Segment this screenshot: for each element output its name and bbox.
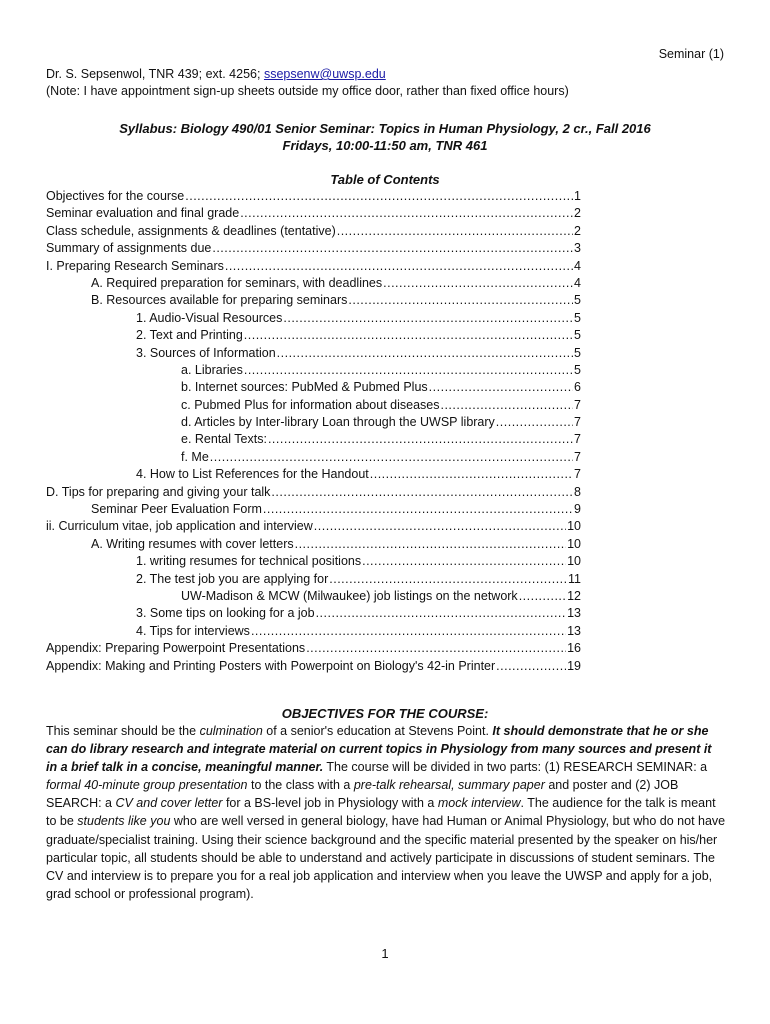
toc-entry[interactable] <box>46 571 581 588</box>
toc-entry[interactable] <box>46 501 581 518</box>
toc-entry-label: c. Pubmed Plus for information about diseases <box>181 397 440 412</box>
toc-dot-leader <box>263 501 573 518</box>
contact-line-1 <box>46 66 569 83</box>
syllabus-title <box>0 120 770 154</box>
toc-entry[interactable] <box>46 431 581 448</box>
instructor-contact <box>46 66 569 100</box>
toc-entry-label: 4. How to List References for the Handout <box>136 467 369 482</box>
toc-entry-page: 13 <box>567 606 581 621</box>
toc-entry[interactable] <box>46 240 581 257</box>
toc-dot-leader <box>316 605 567 622</box>
toc-dot-leader <box>337 223 573 240</box>
toc-entry-label: e. Rental Texts: <box>181 432 267 447</box>
course-schedule: Fridays, 10:00-11:50 am, TNR 461 <box>282 138 488 153</box>
toc-entry-label: Appendix: Making and Printing Posters with Powerpoint on Biology's 42-in Printer <box>46 658 496 673</box>
toc-entry[interactable] <box>46 605 581 622</box>
toc-entry-page: 11 <box>568 571 581 586</box>
toc-entry[interactable] <box>46 640 581 657</box>
contact-note: (Note: I have appointment sign-up sheets outside my office door, rather than fixed office hours) <box>46 84 569 98</box>
toc-entry-page: 8 <box>574 484 581 499</box>
objectives-paragraph <box>46 722 726 903</box>
toc-entry-label: A. Writing resumes with cover letters <box>91 536 294 551</box>
toc-dot-leader <box>329 571 567 588</box>
toc-entry-label: f. Me <box>181 449 209 464</box>
toc-entry-label: b. Internet sources: PubMed & Pubmed Plus <box>181 380 428 395</box>
toc-dot-leader <box>519 588 566 605</box>
toc-entry[interactable] <box>46 397 581 414</box>
toc-entry[interactable] <box>46 588 581 605</box>
toc-entry[interactable] <box>46 553 581 570</box>
toc-dot-leader <box>440 397 573 414</box>
toc-dot-leader <box>251 623 566 640</box>
toc-dot-leader <box>225 258 573 275</box>
toc-entry-page: 5 <box>574 293 581 308</box>
toc-dot-leader <box>185 188 573 205</box>
toc-entry[interactable] <box>46 658 581 675</box>
toc-entry-page: 5 <box>574 328 581 343</box>
toc-entry-page: 12 <box>567 588 581 603</box>
toc-entry-page: 19 <box>567 658 581 673</box>
toc-entry-label: 1. Audio-Visual Resources <box>136 310 283 325</box>
toc-entry-page: 10 <box>567 554 581 569</box>
toc-entry-page: 7 <box>574 432 581 447</box>
objectives-text-segment: students like you <box>77 814 171 829</box>
toc-entry-page: 2 <box>574 206 581 221</box>
toc-entry-label: 3. Sources of Information <box>136 345 276 360</box>
email-link[interactable]: ssepsenw@uwsp.edu <box>263 67 386 81</box>
toc-entry[interactable] <box>46 310 581 327</box>
toc-dot-leader <box>244 362 573 379</box>
toc-entry-label: Class schedule, assignments & deadlines (tentative) <box>46 223 336 238</box>
toc-dot-leader <box>277 345 573 362</box>
toc-entry-page: 1 <box>574 189 581 203</box>
toc-dot-leader <box>348 292 573 309</box>
toc-entry-label: d. Articles by Inter-library Loan through the UWSP library <box>181 415 495 430</box>
running-header: Seminar (1) <box>658 47 724 61</box>
toc-entry-label: A. Required preparation for seminars, with deadlines <box>91 275 383 290</box>
toc-dot-leader <box>383 275 573 292</box>
toc-dot-leader <box>496 414 573 431</box>
toc-dot-leader <box>429 379 573 396</box>
toc-entry-label: ii. Curriculum vitae, job application and interview <box>46 519 313 534</box>
toc-entry-label: Seminar evaluation and final grade <box>46 206 240 221</box>
toc-entry-page: 7 <box>574 449 581 464</box>
toc-entry-label: 2. Text and Printing <box>136 328 243 343</box>
course-title: Syllabus: Biology 490/01 Senior Seminar: Topics in Human Physiology, 2 cr., Fall 2016 <box>119 121 651 136</box>
toc-entry-label: Seminar Peer Evaluation Form <box>91 502 262 517</box>
toc-entry-page: 5 <box>574 310 581 325</box>
toc-entry-page: 10 <box>567 536 581 551</box>
objectives-heading: OBJECTIVES FOR THE COURSE: <box>281 706 489 721</box>
toc-dot-leader <box>306 640 566 657</box>
toc-dot-leader <box>283 310 573 327</box>
toc-dot-leader <box>370 466 573 483</box>
objectives-text-segment: for a BS-level job in Physiology with a <box>222 796 438 811</box>
toc-entry[interactable] <box>46 449 581 466</box>
toc-entry-label: 1. writing resumes for technical positions <box>136 554 362 569</box>
toc-entry-page: 4 <box>574 258 581 273</box>
toc-entry[interactable] <box>46 484 581 501</box>
toc-entry-page: 4 <box>574 275 581 290</box>
objectives-text-segment: . The audience for the talk is meant to be <box>46 796 716 829</box>
contact-info: Dr. S. Sepsenwol, TNR 439; ext. 4256; <box>46 67 264 81</box>
objectives-text-segment: mock interview <box>437 796 521 811</box>
toc-entry[interactable] <box>46 345 581 362</box>
objectives-text-segment: CV and cover letter <box>115 796 223 811</box>
toc-entry-page: 10 <box>567 519 581 534</box>
toc-entry-label: D. Tips for preparing and giving your talk <box>46 484 271 499</box>
objectives-text-segment: and poster and (2) JOB SEARCH: a <box>46 778 679 811</box>
toc-entry-page: 13 <box>567 623 581 638</box>
toc-dot-leader <box>496 658 566 675</box>
objectives-text-segment: who are well versed in general biology, have had Human or Animal Physiology, but who do not have graduate/specialist training. Using their science background and the specific material presented by the speaker on his/her particular topic, all students should be able to understand and actively participate in discussions of student seminars. The CV and interview is to prepare you for a real job application and interview when you leave the UWSP and apply for a job, grad school or professional program). <box>46 814 726 901</box>
toc-dot-leader <box>240 205 573 222</box>
objectives-text-segment: It should demonstrate that he or she can do library research and integrate material on current topics in Physiology from many sources and present it in a brief talk in a concise, meaningful manner. <box>46 724 712 775</box>
objectives-text-segment: culmination <box>199 724 263 738</box>
toc-entry[interactable] <box>46 188 581 205</box>
objectives-text-segment: of a senior's education at Stevens Point. <box>262 724 493 738</box>
toc-entry[interactable] <box>46 414 581 431</box>
toc-entry[interactable] <box>46 275 581 292</box>
toc-entry[interactable] <box>46 205 581 222</box>
toc-entry-label: Summary of assignments due <box>46 241 212 256</box>
toc-dot-leader <box>268 431 573 448</box>
toc-entry-page: 16 <box>567 641 581 656</box>
toc-entry-label: Appendix: Preparing Powerpoint Presentations <box>46 641 306 656</box>
toc-entry[interactable] <box>46 258 581 275</box>
toc-dot-leader <box>244 327 573 344</box>
toc-entry[interactable] <box>46 466 581 483</box>
objectives-text-segment: This seminar should be the <box>46 724 200 738</box>
objectives-text-segment: to the class with a <box>247 778 354 793</box>
toc-entry-label: 4. Tips for interviews <box>136 623 250 638</box>
objectives-text-segment: pre-talk rehearsal, summary paper <box>353 778 545 793</box>
toc-entry[interactable] <box>46 518 581 535</box>
page-number: 1 <box>381 946 389 961</box>
toc-dot-leader <box>362 553 566 570</box>
toc-entry-page: 9 <box>574 502 581 517</box>
toc-entry[interactable] <box>46 223 581 240</box>
toc-entry[interactable] <box>46 327 581 344</box>
toc-entry-label: 3. Some tips on looking for a job <box>136 606 315 621</box>
toc-entry[interactable] <box>46 292 581 309</box>
toc-heading: Table of Contents <box>330 172 440 187</box>
table-of-contents <box>46 188 581 675</box>
toc-entry-label: UW-Madison & MCW (Milwaukee) job listings on the network <box>181 588 518 603</box>
toc-entry-label: a. Libraries <box>181 362 243 377</box>
toc-entry-label: Objectives for the course <box>46 189 185 203</box>
toc-entry-label: I. Preparing Research Seminars <box>46 258 224 273</box>
toc-entry[interactable] <box>46 536 581 553</box>
toc-entry-page: 6 <box>574 380 581 395</box>
toc-entry[interactable] <box>46 379 581 396</box>
toc-entry-page: 5 <box>574 362 581 377</box>
toc-entry-page: 7 <box>574 467 581 482</box>
toc-dot-leader <box>212 240 573 257</box>
toc-entry-page: 7 <box>574 415 581 430</box>
objectives-text-segment: The course will be divided in two parts: (1) RESEARCH SEMINAR: a <box>323 760 708 775</box>
toc-entry[interactable] <box>46 623 581 640</box>
toc-entry-label: B. Resources available for preparing seminars <box>91 293 348 308</box>
toc-entry-page: 7 <box>574 397 581 412</box>
toc-entry[interactable] <box>46 362 581 379</box>
toc-entry-page: 2 <box>574 223 581 238</box>
toc-entry-page: 3 <box>574 241 581 256</box>
toc-entry-label: 2. The test job you are applying for <box>136 571 329 586</box>
toc-dot-leader <box>314 518 566 535</box>
toc-entry-page: 5 <box>574 345 581 360</box>
toc-dot-leader <box>295 536 566 553</box>
toc-dot-leader <box>210 449 573 466</box>
objectives-text-segment: formal 40-minute group presentation <box>46 778 248 793</box>
toc-dot-leader <box>271 484 573 501</box>
